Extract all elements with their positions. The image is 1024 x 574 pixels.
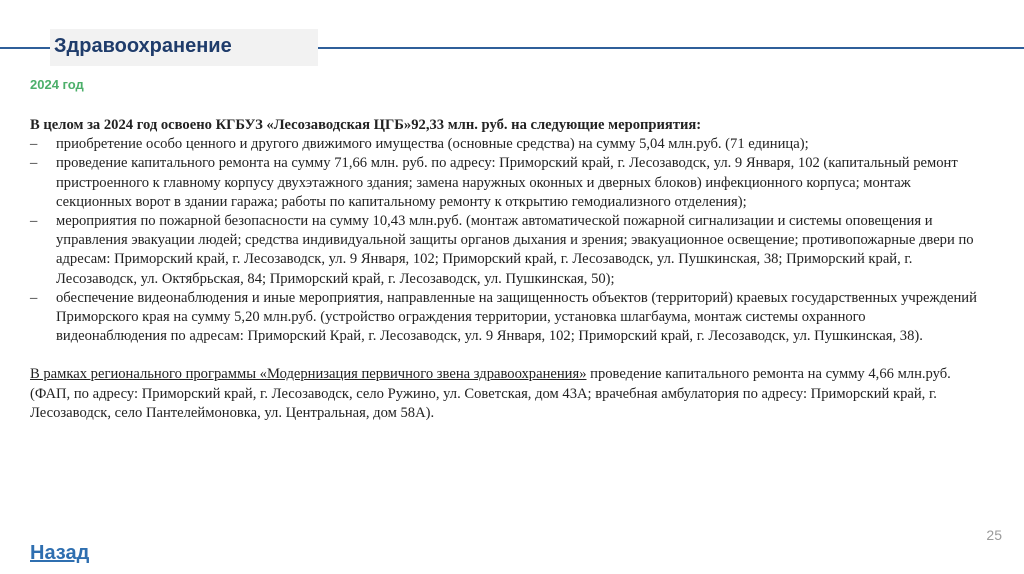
year-label: 2024 год	[30, 77, 84, 92]
header-rule-left	[0, 47, 50, 49]
list-item-text: обеспечение видеонаблюдения и иные мероприятия, направленные на защищенность объектов (территорий) краевых государственных учреждений Приморского края на сумму 5,20 млн.руб. (устройство ограждения территории, установка шлагбаума, монтаж системы охранного видеонаблюдения по адресам: Приморский Край, г. Лесозаводск, ул. 9 Января, 102; Приморский край, г. Лесозаводск, ул. Пушкинская, 38).	[56, 289, 977, 345]
page-title: Здравоохранение	[54, 35, 232, 57]
bullet-dash: –	[30, 289, 38, 306]
measures-list	[30, 135, 980, 346]
bullet-dash: –	[30, 155, 38, 172]
regional-program-link[interactable]: В рамках регионального программы «Модернизация первичного звена здравоохранения»	[30, 366, 587, 383]
bullet-dash: –	[30, 136, 38, 153]
list-item-text: мероприятия по пожарной безопасности на сумму 10,43 млн.руб. (монтаж автоматической пожарной сигнализации и системы оповещения и управления эвакуации людей; средства индивидуальной защиты органов дыхания и зрения; эвакуационное освещение; противопожарные двери по адресам: Приморский край, г. Лесозаводск, ул. 9 Января, 102; Приморский край, г. Лесозаводск, ул. Пушкинская, 38; Приморский край, г. Лесозаводск, ул. Октябрьская, 84; Приморский край, г. Лесозаводск, ул. Пушкинская, 50);	[56, 213, 974, 287]
list-item	[30, 212, 980, 289]
list-item	[30, 154, 980, 212]
bullet-dash: –	[30, 213, 38, 230]
list-item	[30, 135, 980, 154]
regional-program-text: проведение капитального ремонта на сумму 4,66 млн.руб. (ФАП, по адресу: Приморский край, г. Лесозаводск, село Ружино, ул. Советская, дом 43А; врачебная амбулатория по адресу: Приморский край, г. Лесозаводск, село Пантелеймоновка, ул. Центральная, дом 58А).	[30, 366, 951, 421]
summary-heading: В целом за 2024 год освоено КГБУЗ «Лесозаводская ЦГБ»92,33 млн. руб. на следующие мероприятия:	[30, 117, 702, 133]
main-content	[30, 116, 980, 423]
list-item-text: приобретение особо ценного и другого движимого имущества (основные средства) на сумму 5,04 млн.руб. (71 единица);	[56, 136, 809, 153]
list-item-text: проведение капитального ремонта на сумму 71,66 млн. руб. по адресу: Приморский край, г. Лесозаводск, ул. 9 Января, 102 (капитальный ремонт пристроенного к главному корпусу двухэтажного здания; замена наружных оконных и дверных блоков) инфекционного корпуса; монтаж секционных ворот в здании гаража; работы по капитальному ремонту к открытию гемодиализного отделения);	[56, 155, 958, 210]
page-number: 25	[986, 527, 1002, 543]
list-item	[30, 289, 980, 347]
regional-program-paragraph	[30, 365, 980, 423]
header-rule-right	[318, 47, 1024, 49]
back-link[interactable]: Назад	[30, 542, 90, 564]
